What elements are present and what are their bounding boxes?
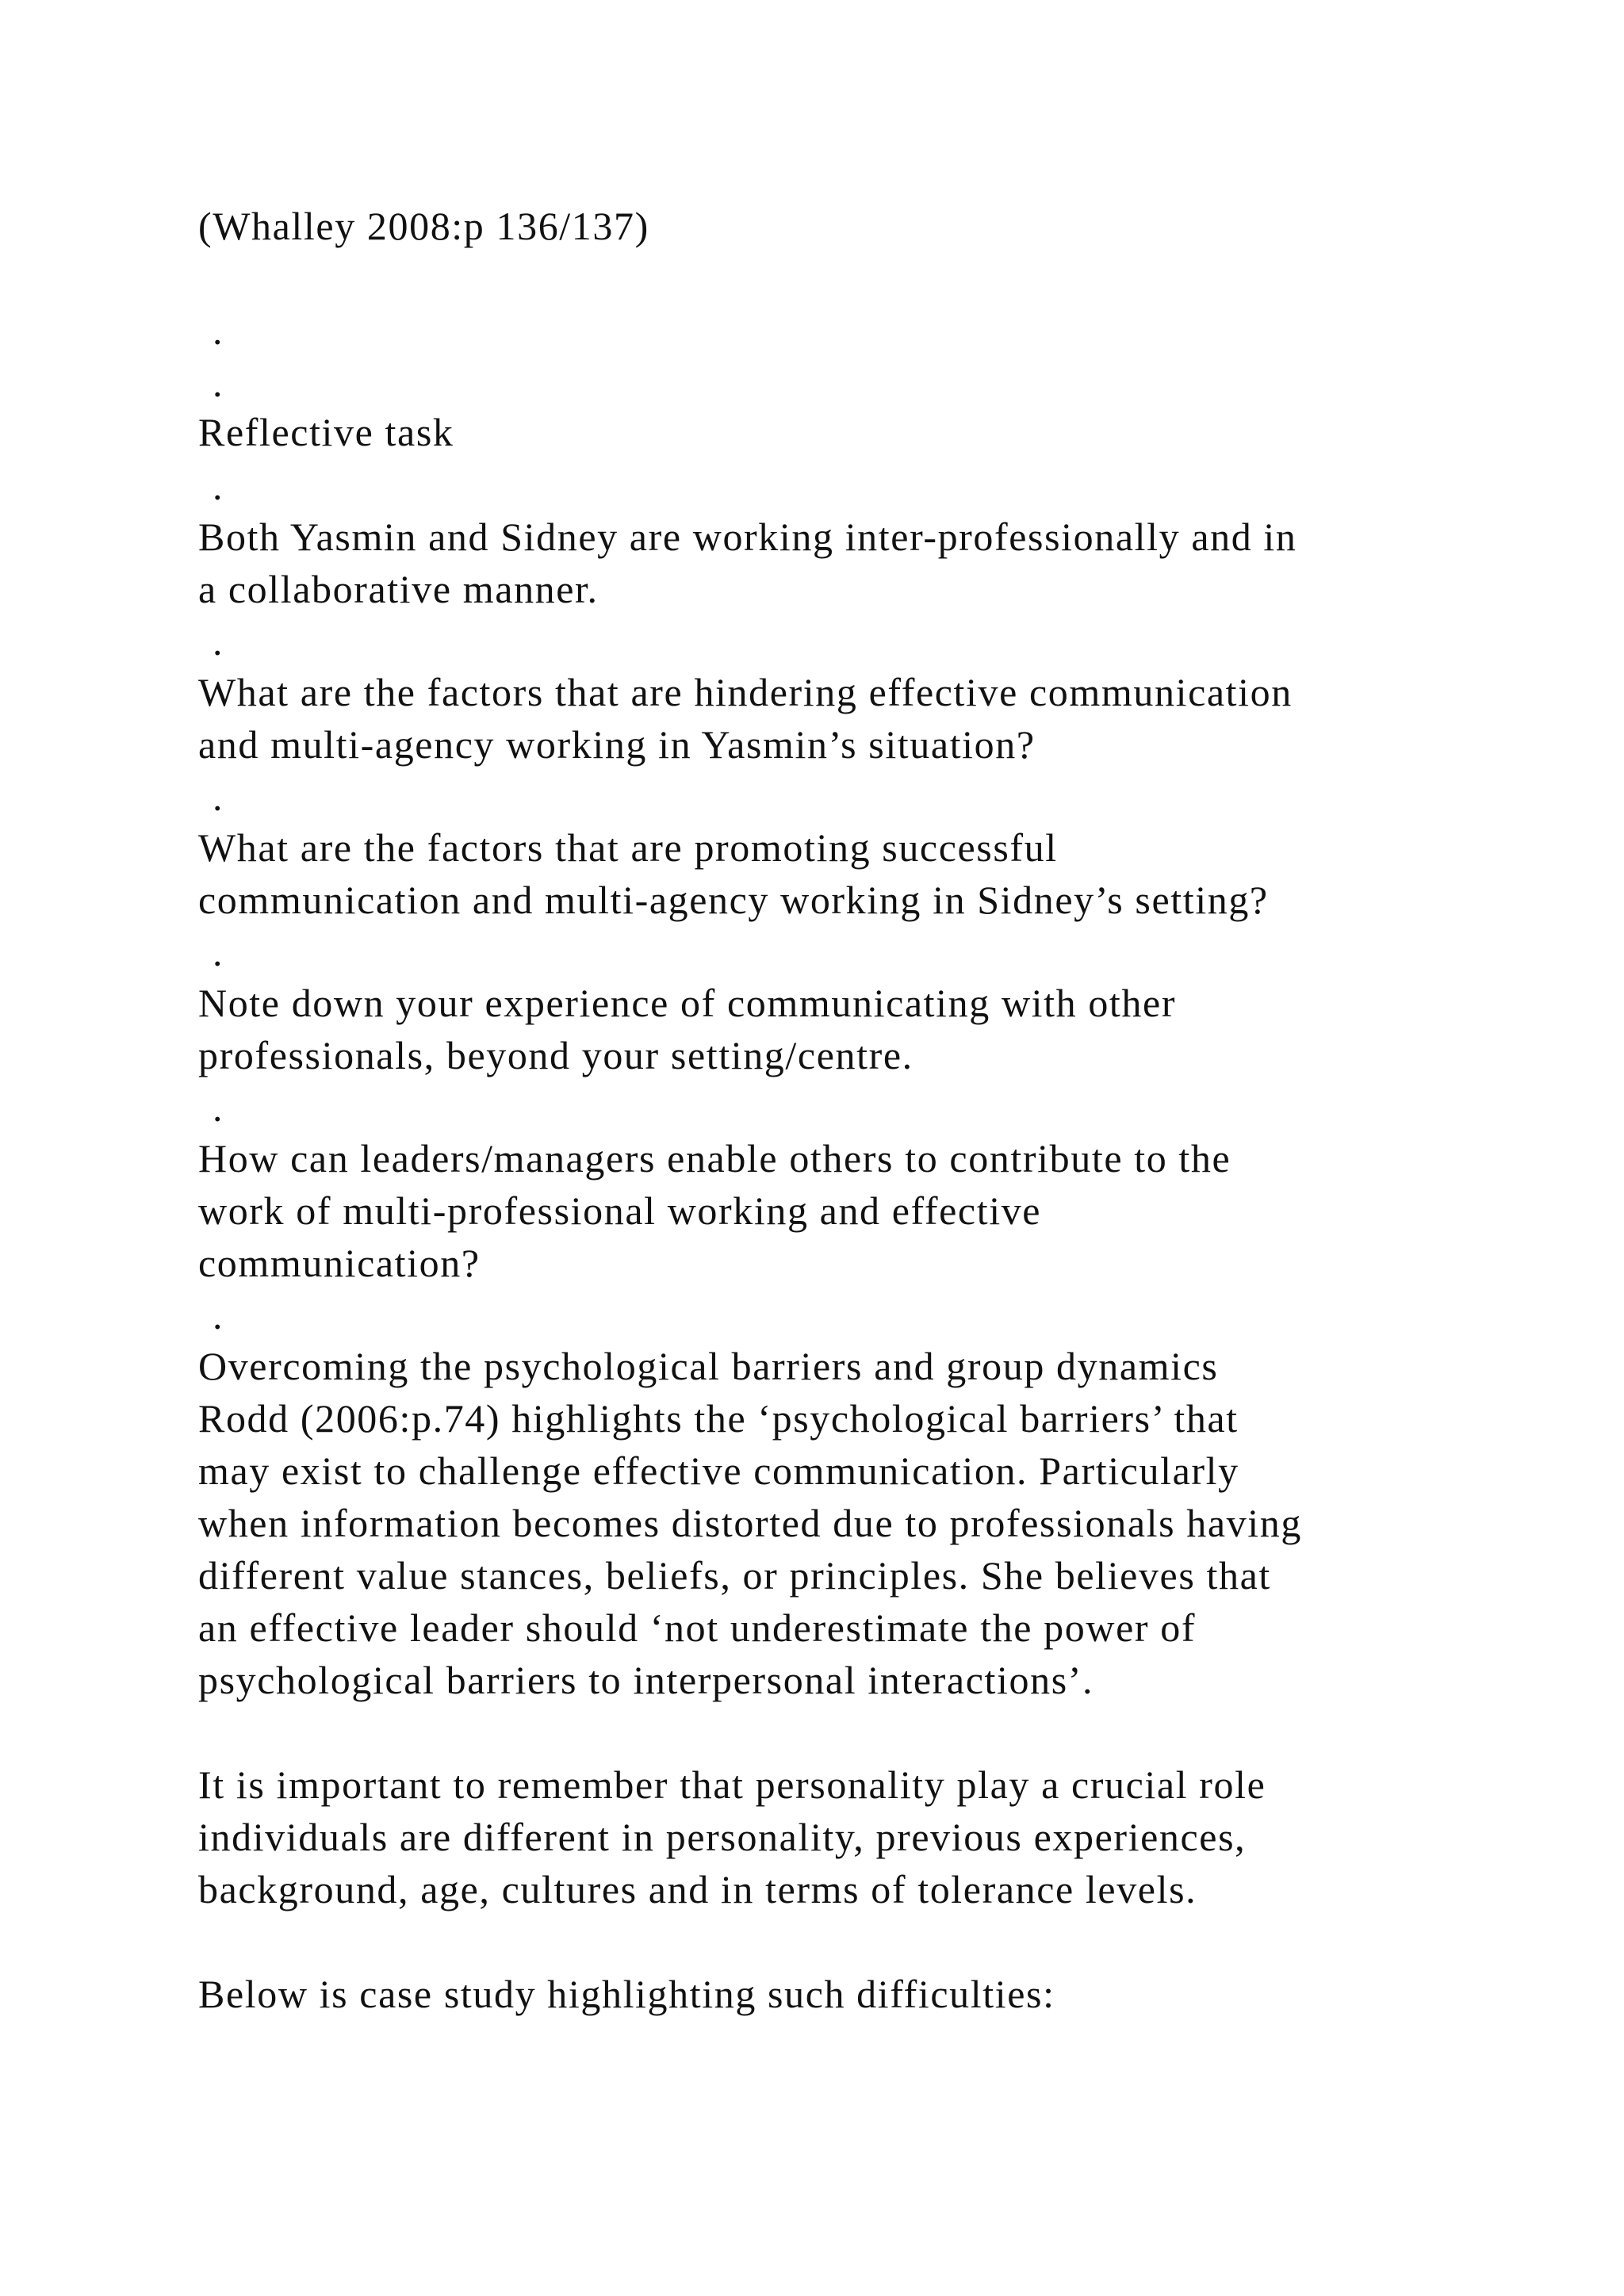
separator-dot: . — [213, 361, 224, 405]
question-line: communication and multi-agency working in Sidney’s setting? — [198, 878, 1269, 922]
separator-dot: . — [213, 930, 224, 974]
text-line: an effective leader should ‘not underestimate the power of — [198, 1605, 1197, 1650]
question-line: What are the factors that are promoting successful — [198, 825, 1058, 870]
text-line: different value stances, beliefs, or principles. She believes that — [198, 1553, 1271, 1598]
question-line: communication? — [198, 1241, 481, 1285]
question-line: and multi-agency working in Yasmin’s situation? — [198, 722, 1036, 767]
text-line: Rodd (2006:p.74) highlights the ‘psychological barriers’ that — [198, 1396, 1239, 1441]
text-line: It is important to remember that personality play a crucial role — [198, 1762, 1266, 1807]
text-line: Below is case study highlighting such difficulties: — [198, 1972, 1055, 2016]
question-line: Note down your experience of communicating with other — [198, 981, 1177, 1025]
text-line: when information becomes distorted due to professionals having — [198, 1501, 1302, 1545]
text-line: a collaborative manner. — [198, 567, 599, 611]
question-line: professionals, beyond your setting/centre. — [198, 1033, 914, 1077]
section-heading: Overcoming the psychological barriers and group dynamics — [198, 1344, 1219, 1388]
section-heading: Reflective task — [198, 410, 454, 454]
text-line: individuals are different in personality, previous experiences, — [198, 1815, 1247, 1859]
text-line: background, age, cultures and in terms of tolerance levels. — [198, 1867, 1197, 1911]
question-line: How can leaders/managers enable others to contribute to the — [198, 1136, 1231, 1181]
separator-dot: . — [213, 619, 224, 664]
text-line: Both Yasmin and Sidney are working inter-professionally and in — [198, 515, 1297, 559]
text-line: psychological barriers to interpersonal interactions’. — [198, 1658, 1094, 1702]
question-line: What are the factors that are hindering effective communication — [198, 670, 1293, 714]
separator-dot: . — [213, 1085, 224, 1130]
separator-dot: . — [213, 775, 224, 819]
separator-dot: . — [213, 464, 224, 508]
separator-dot: . — [213, 1293, 224, 1337]
text-line: may exist to challenge effective communication. Particularly — [198, 1448, 1239, 1493]
citation-line: (Whalley 2008:p 136/137) — [198, 204, 649, 248]
question-line: work of multi-professional working and effective — [198, 1188, 1042, 1233]
separator-dot: . — [213, 308, 224, 353]
